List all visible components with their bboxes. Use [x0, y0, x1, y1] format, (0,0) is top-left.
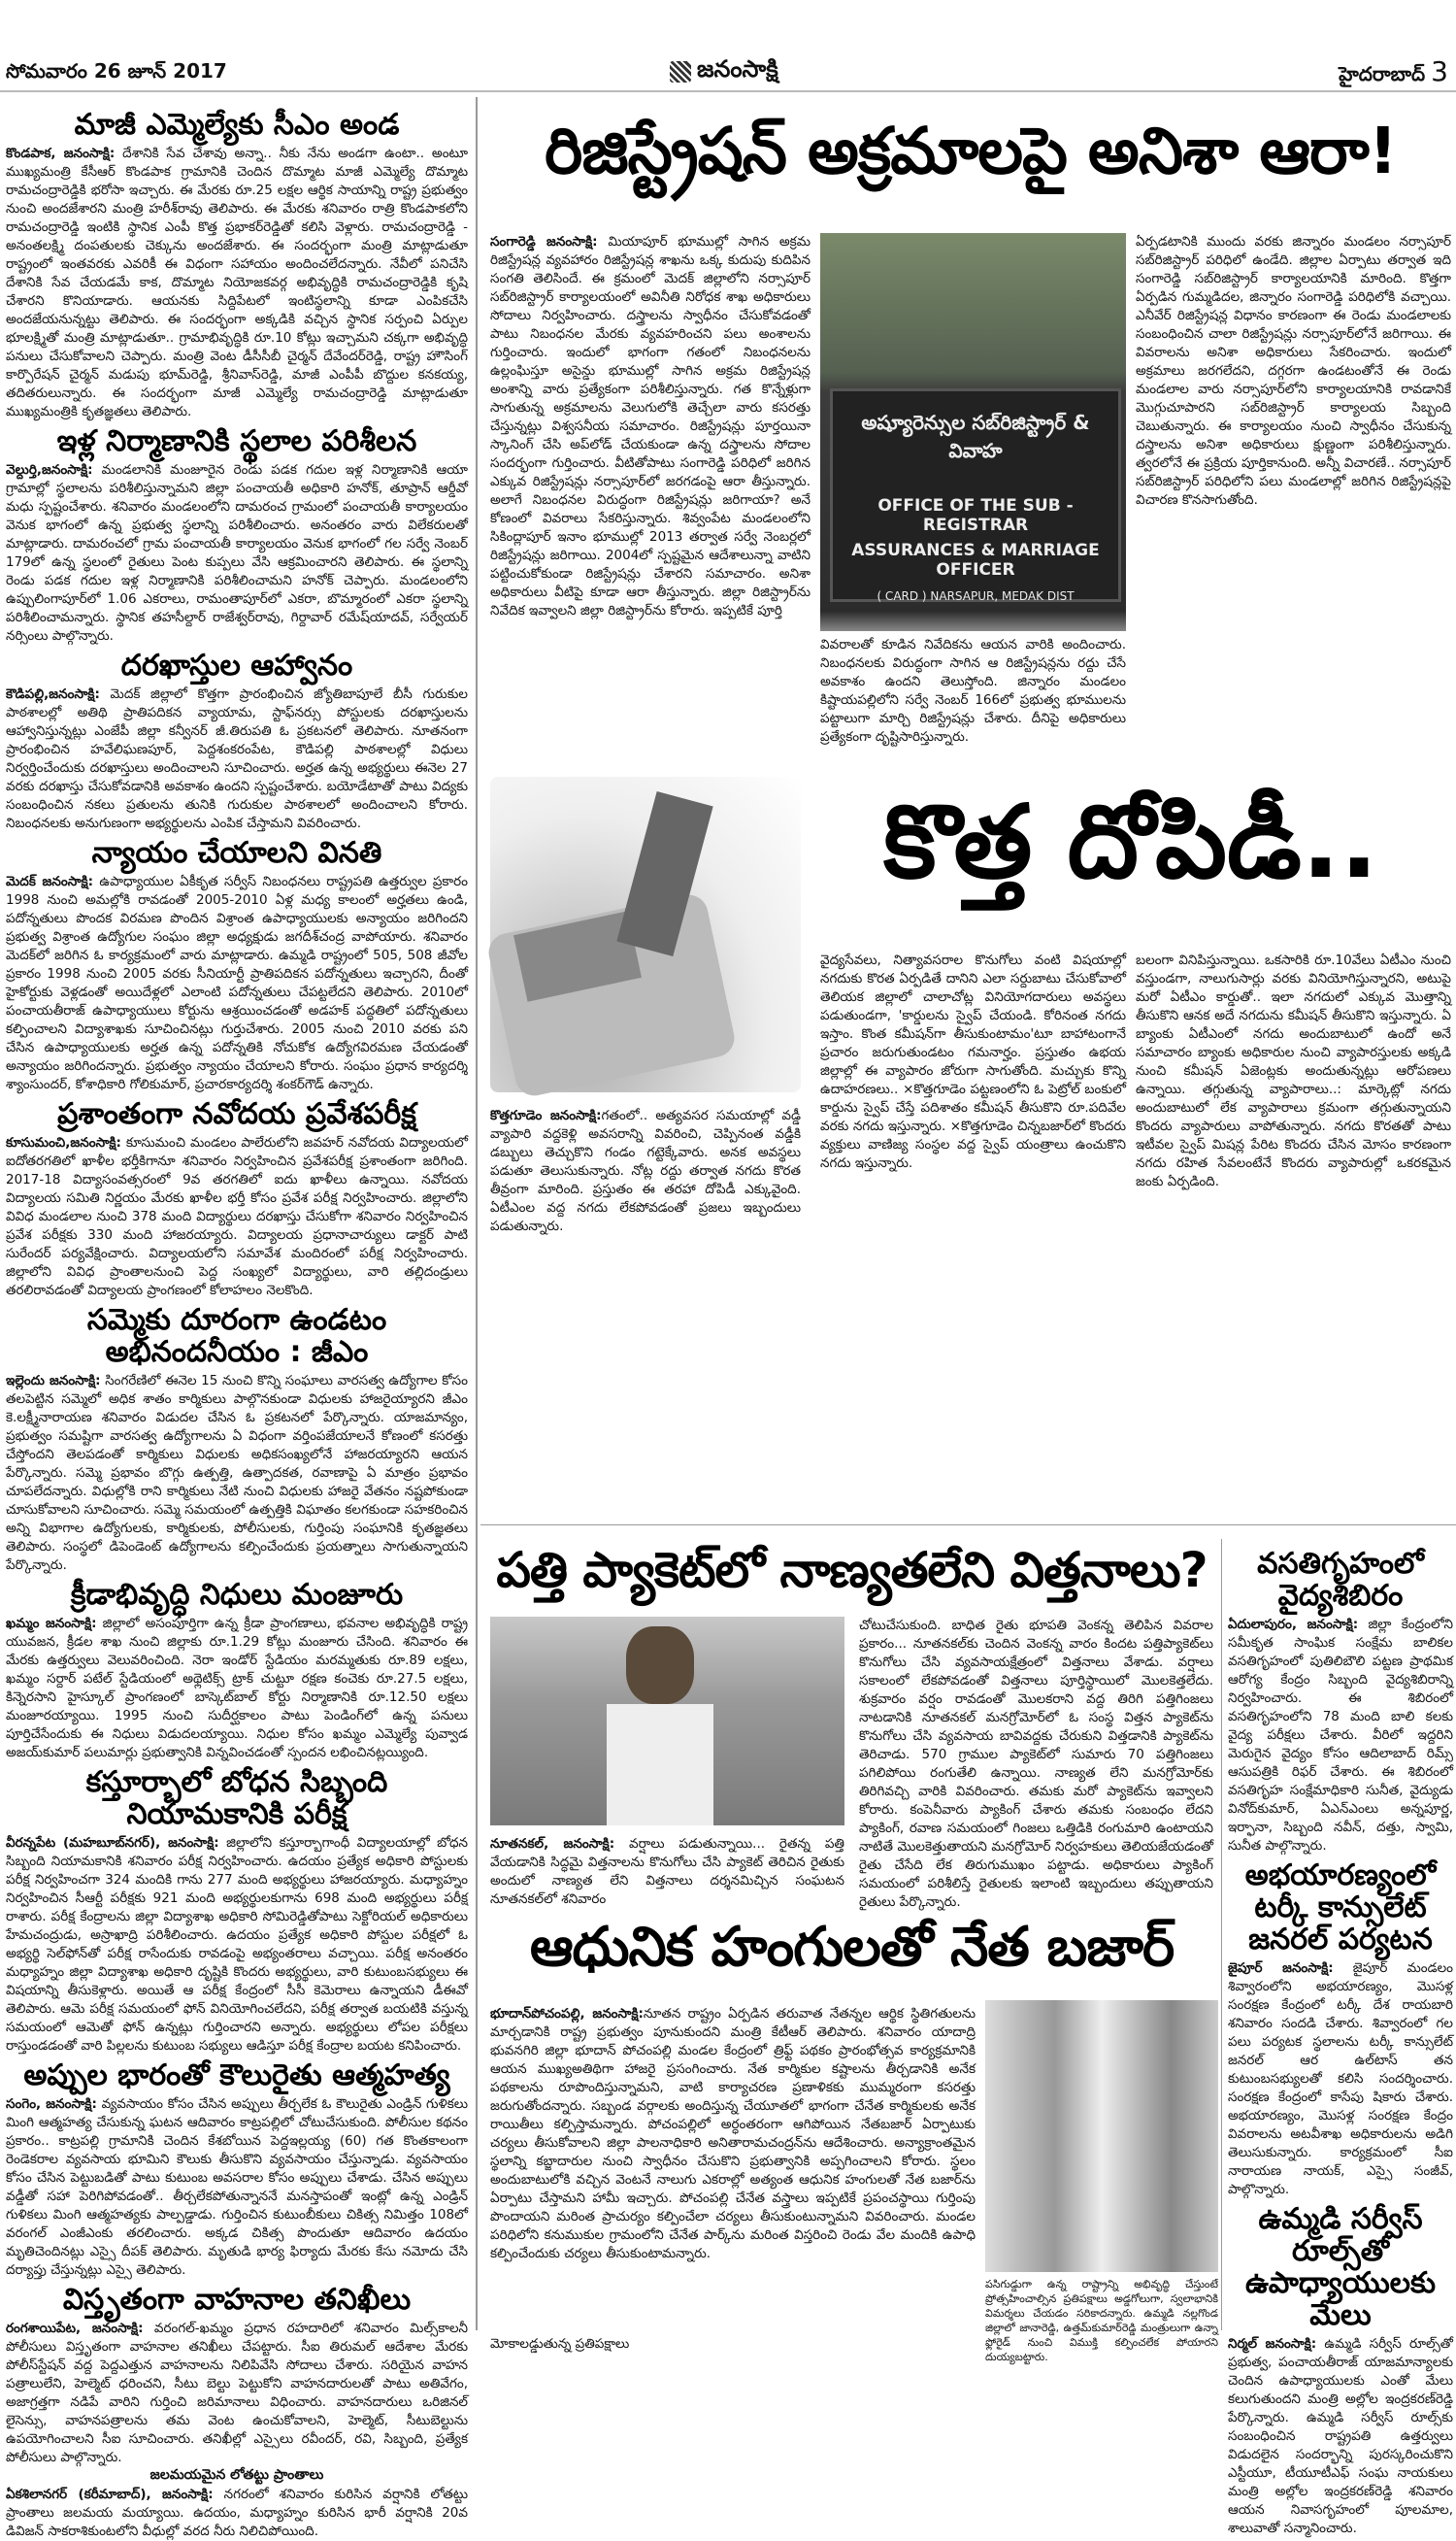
dateline: రంగశాయిపేట, జనంసాక్షి:: [6, 2321, 144, 2336]
dateline: కూసుమంచి,జనంసాక్షి:: [6, 1135, 121, 1151]
dateline: నిర్మల్ జనంసాక్షి:: [1228, 2336, 1317, 2352]
article-text: వర్షాలు పడుతున్నాయి... రైతన్న పత్తి వేయడానికి సిద్ధమై విత్తనాలను కొనుగోలు చేసి ప్యాకెట్ తెరిచిన రైతుకు అందులో నాణ్యత లేని విత్తనాలు దర్శనమిచ్చిన సంఘటన నూతనకల్‌లో శనివారం: [490, 1836, 844, 1907]
issue-date: సోమవారం 26 జూన్ 2017: [6, 59, 227, 83]
newspaper-logo: [670, 55, 778, 88]
dateline: సంగారెడ్డి జనంసాక్షి:: [490, 234, 598, 250]
card-swipe-machine-photo: [490, 777, 801, 1092]
bazaar-subhead: మోకాలడ్డుతున్న ప్రతిపక్షాలు: [490, 2336, 630, 2352]
article-text: నగరంలో శనివారం కురిసిన వర్షానికి లోతట్టు ప్రాంతాలు జలమయ మయ్యాయి. ఉదయం, మధ్యాహ్నం కురిసిన భారీ వర్షానికి 20వ డివిజన్ సాకరాశికుంటలోని వీధుల్లో వరద నీరు నిలిచిపోయింది.: [6, 2487, 469, 2539]
dopidi-col1: [490, 1107, 801, 1515]
article-text: మియాపూర్ భూముల్లో సాగిన అక్రమ రిజిస్ట్రేషన్ల వ్యవహారం రిజిస్ట్రేషన్ల శాఖను ఒక్క కుదుపు కుదిపిన సంగతి తెలిసిందే. ఈ క్రమంలో మెదక్ జిల్లాలోని నర్సాపూర్ సబ్‌రిజిస్ట్రార్ కార్యాలయంలో అవినీతి నిరోధక శాఖ అధికారులు సోదాలు నిర్వహించారు. దస్త్రాలను స్వాధీనం చేసుకోవడంతో పాటు నిబంధనల మేరకు వ్యవహరించని పలు అంశాలను గుర్తించారు. ఇందులో భాగంగా గతంలో నిబంధనలను ఉల్లంఘిస్తూ అసైన్డు భూముల్లో సాగిన అక్రమ రిజిస్ట్రేషన్ల అంశాన్ని వారు ప్రత్యేకంగా పరిశీలిస్తున్నారు. గత కొన్నేళ్లుగా సాగుతున్న అక్రమాలను వెలుగులోకి తెచ్చేలా వారు కసరత్తు చేస్తున్నట్లు విశ్వసనీయ సమాచారం. రిజిస్ట్రేషన్లు పూర్తయినా స్కానింగ్ చేసి అప్‌లోడ్ చేయకుండా ఉన్న దస్త్రాలను సోదాల సందర్భంగా గుర్తించారు. వీటితోపాటు సంగారెడ్డి పరిధిలో జరిగిన ఎక్కువ రిజిస్ట్రేషన్లు నర్సాపూర్‌లో జరగడంపై ఆరా తీస్తున్నారు. అలాగే నిబంధనల విరుద్ధంగా రిజిస్ట్రేషన్లు జరిగాయా? అనే కోణంలో వివరాలు సేకరిస్తున్నారు. శివ్వంపేట మండలంలోని సికింద్లాపూర్ ఇనాం భూముల్లో 2013 తర్వాత సర్వే నెంబర్లలో రిజిస్ట్రేషన్లు జరిగాయి. 2004లో స్పష్టమైన ఆదేశాలున్నా వాటిని పట్టించుకోకుండా రిజిస్ట్రేషన్లు చేశారని సమాచారం. అనిశా అధికారులు వీటిపై కూడా ఆరా తీస్తున్నారు. జిల్లా రిజిస్ట్రార్‌ను నివేదిక ఇవ్వాలని జిల్లా రిజిస్ట్రార్‌ను కోరారు. ఇప్పటికే పూర్తి: [490, 234, 811, 619]
article-text: జిల్లా కేంద్రంలోని సమీకృత సాంఘిక సంక్షేమ బాలికల వసతిగృహంలో పుతిలిబౌలి పట్టణ ప్రాథమిక ఆరోగ్య కేంద్రం సిబ్బంది వైద్యశిబిరాన్ని నిర్వహించారు. ఈ శిబిరంలో వసతిగృహంలోని 78 మంది బాలి కలకు వైద్య పరీక్షలు చేశారు. వీరిలో ఇద్దరిని మెరుగైన వైద్యం కోసం ఆదిలాబాద్ రిమ్స్ ఆసుపత్రికి రిఫర్ చేశారు. ఈ శిబిరంలో వసతిగృహ సంక్షేమాధికారి సునీత, వైద్యుడు వినోద్‌కుమార్, ఏఎన్‌ఎంలు అన్నపూర్ణ, ఇర్ఫానా, సిబ్బంది నవీన్, దత్తు, స్వామి, సునీత పాల్గొన్నారు.: [1228, 1617, 1453, 1854]
article-text: జిల్లాలోని కస్తూర్బాగాంధీ విద్యాలయాల్లో బోధన సిబ్బంది నియామకానికి శనివారం పరీక్ష నిర్వహించారు. ఉదయం ప్రత్యేక అధికారి పోస్టులకు పరీక్ష నిర్వహించగా 324 మందికి గాను 277 మంది అభ్యర్థులు హాజరయ్యారు. మధ్యాహ్నం నిర్వహించిన సీఆర్టీ పరీక్షకు 921 మంది అభ్యర్థులకుగాను 698 మంది అభ్యర్థులు పరీక్ష రాశారు. పరీక్ష కేంద్రాలను జిల్లా విద్యాశాఖ అధికారి సోమిరెడ్డితోపాటు సెక్టోరియల్ అధికారులు హేమచంద్రుడు, అస్రాఖాద్రి పరిశీలించారు. ఉదయం ప్రత్యేక అధికారి పోస్టుల పరీక్షలో ఓ అభ్యర్థి సెల్‌ఫోన్‌తో పరీక్ష రాసేందుకు రావడంపై అభ్యంతరాలు వచ్చాయి. పరీక్ష అనంతరం మధ్యాహ్నం జిల్లా విద్యాశాఖ అధికారి దృష్టికి కొందరు అభ్యర్థులు, వారి కుటుంబసభ్యులు ఈ విషయాన్ని తీసుకెళ్లారు. అయితే ఆ పరీక్ష కేంద్రంలో సీసీ కెమెరాలు ఉన్నాయని డీఈవో తెలిపారు. ఆమె పరీక్ష సమయంలో ఫోన్ వినియోగించలేదని, పరీక్ష తర్వాత బయటికి వస్తున్న సమయంలో ఆమెతో ఫోన్ ఉన్నట్లు గుర్తించారని అన్నారు. అభ్యర్థులు లోపల పరీక్షలు రాస్తుండడంతో వారి పిల్లలను కుటుంబ సభ్యులు ఆడిస్తూ పరీక్ష కేంద్రాల బయట కనిపించారు.: [6, 1835, 468, 2054]
news-article: [6, 1579, 468, 1762]
masthead: [0, 53, 1456, 92]
article-body: [6, 2486, 468, 2541]
news-article: [6, 1098, 468, 1300]
article-headline: వసతిగృహంలో వైద్యశిబిరం: [1257, 1547, 1424, 1613]
page-number: 3: [1431, 55, 1448, 87]
news-article: [6, 837, 468, 1094]
logo-text: జనంసాక్షి: [697, 55, 778, 83]
article-text: ఉమ్మడి సర్వీస్ రూల్స్‌తో ప్రభుత్వ, పంచాయతీరాజ్ యాజమాన్యాలకు చెందిన ఉపాధ్యాయులకు ఎంతో మేలు కలుగుతుందని మంత్రి అల్లోల ఇంద్రకరణ్‌రెడ్డి పేర్కొన్నారు. ఉమ్మడి సర్వీస్ రూల్స్‌కు సంబంధించిన రాష్ట్రపతి ఉత్తర్వులు విడుదలైన సందర్భాన్ని పురస్కరించుకొని ఎస్టీయూ, టీయూటీఎఫ్ సంఘ నాయకులు మంత్రి అల్లోల ఇంద్రకరణ్‌రెడ్డి శనివారం ఆయన నివాసగృహంలో పూలమాల, శాలువాతో సన్మానించారు.: [1228, 2336, 1453, 2536]
bazaar-photo-caption: పసిగుడ్డుగా ఉన్న రాష్ట్రాన్ని అభివృద్ధి చేస్తుంటే ప్రోత్సహించాల్సిన ప్రతిపక్షాలు అడ్డగోలుగా, స్వలాభానికి విమర్శలు చేయడం సరికాదన్నారు. ఉమ్మడి నల్లగొండ జిల్లాలో జానారెడ్డి, ఉత్తమ్‌కుమార్‌రెడ్డి మంత్రులుగా ఉన్నా ఫ్లోరైడ్ నుంచి విముక్తి కల్పించలేక పోయారని దుయ్యబట్టారు.: [985, 2278, 1218, 2363]
article-text: ఉపాధ్యాయుల ఏకీకృత సర్వీస్ నిబంధనలు రాష్ట్రపతి ఉత్తర్వుల ప్రకారం 1998 నుంచి అమల్లోకి రావడంతో 2005-2010 ఏళ్ల మధ్య కాలంలో అర్హతలు ఉండి, పదోన్నతులు పొందక విరమణ పొందిన విశ్రాంత ఉపాధ్యాయులకు అన్యాయం జరిగిందని ప్రభుత్వ విశ్రాంత ఉద్యోగుల సంఘం జిల్లా అధ్యక్షుడు జగదీశ్‌చంద్ర వాపోయారు. శనివారం మెదక్‌లో జరిగిన ఓ కార్యక్రమంలో వారు మాట్లాడారు. ఉమ్మడి రాష్ట్రంలో 505, 508 జీవోల ప్రకారం 1998 నుంచి 2005 వరకు సీనియార్టీ ప్రాతిపదికన పదోన్నతులు ఇచ్చారని, దీంతో హైకోర్టుకు వెళ్లడంతో అయిదేళ్లలో ఎలాంటి పదోన్నతులు చేపట్టలేదని తెలిపారు. 2010లో పంచాయతీరాజ్ ఉపాధ్యాయులు కోర్టును ఆశ్రయించడంతో అడహక్ పద్ధతిలో పదోన్నతులు కల్పించాలని విద్యాశాఖకు సూచించినట్లు గుర్తుచేశారు. 2005 నుంచి 2010 వరకు పని చేసిన ఉపాధ్యాయులకు అర్హత ఉన్న పదోన్నతికి నోచుకోక ఉద్యోగవిరమణ చేయడంతో అన్యాయం జరిగిందన్నారు. ప్రభుత్వం న్యాయం చేయాలని కోరారు. సంఘం ప్రధాన కార్యదర్శి శ్యాంసుందర్, కోశాధికారి గోలికుమార్, ప్రచారకార్యదర్శి శంకర్‌గౌడ్ ఉన్నారు.: [6, 874, 468, 1092]
news-article: [1228, 2203, 1453, 2538]
article-body: [6, 145, 468, 421]
logo-mark-icon: [670, 61, 691, 83]
article-headline: ఇళ్ల నిర్మాణానికి స్థలాల పరిశీలన: [56, 424, 417, 458]
patti-headline: పత్తి ప్యాకెట్‌లో నాణ్యతలేని విత్తనాలు?: [496, 1542, 1208, 1598]
article-headline: కస్తూర్బాలో బోధన సిబ్బంది నియామకానికి పరీక్ష: [85, 1765, 388, 1831]
sub-registrar-office-photo: [820, 233, 1126, 631]
registration-headline: రిజిస్ట్రేషన్ అక్రమాలపై అనిశా ఆరా!: [545, 114, 1397, 188]
article-headline: అప్పుల భారంతో కౌలురైతు ఆత్మహత్య: [23, 2058, 450, 2092]
article-body: [6, 1834, 468, 2056]
article-headline: క్రీడాభివృద్ధి నిధులు మంజూరు: [70, 1578, 404, 1612]
dopidi-col2: వైద్యసేవలు, నిత్యావసరాల కొనుగోలు వంటి విషయాల్లో నగదుకు కొరత ఏర్పడితే దానిని ఎలా సర్దుబాటు చేసుకోవాలో తెలియక జిల్లాలో చాలాచోట్ల వినియోగదారులు అవస్థలు పడుతుండగా, 'కార్డులను స్వైప్ చేయండి. కోరినంత నగదు ఇస్తాం. కొంత కమీషన్‌గా తీసుకుంటామం'టూ బాహాటంగానే ప్రచారం జరుగుతుండటం గమనార్హం. ప్రస్తుతం ఉభయ జిల్లాల్లో ఈ వ్యాపారం జోరుగా సాగుతోంది. మచ్చుకు కొన్ని ఉదాహరణలు.. ×కొత్తగూడెం పట్టణంలోని ఓ పెట్రోల్ బంకులో కార్డును స్వైప్ చేస్తే పదిశాతం కమీషన్ తీసుకొని రూ.పదివేల వరకు నగదు ఇస్తున్నారు. ×కొత్తగూడెం చిన్నబజార్‌లో కొందరు వ్యక్తులు వాణిజ్య సంస్థల వద్ద స్వైప్ యంత్రాలు ఉంచుకొని నగదు ఇస్తున్నారు.: [820, 953, 1126, 1171]
article-text: మెదక్ జిల్లాలో కొత్తగా ప్రారంభించిన జ్యోతిబాపూలే బీసీ గురుకుల పాఠశాలల్లో అతిథి ప్రాతిపదికన వ్యాయామ, స్టాఫ్‌నర్సు పోస్టులకు దరఖాస్తులను ఆహ్వానిస్తున్నట్లు ఎంజేపీ జిల్లా కన్వీనర్ జీ.తిరుపతి ఓ ప్రకటనలో తెలిపారు. నూతనంగా ప్రారంభించిన హవేలిఘణపూర్, పెద్దశంకరంపేట, కౌడిపల్లి పాఠశాలల్లో విధులు నిర్వర్తించేందుకు దరఖాస్తులు అందించాలని సూచించారు. అర్హత ఉన్న అభ్యర్థులు ఈనెల 27 వరకు దరఖాస్తు చేసుకోవడానికి అవకాశం ఉందని స్పష్టంచేశారు. బయోడేటాతో పాటు విద్యకు సంబంధించిన నకలు ప్రతులను తునికి గురుకుల పాఠశాలలో అందించాలని కోరారు. నిబంధనలకు అనుగుణంగా అభ్యర్థులను ఎంపిక చేస్తామని వివరించారు.: [6, 686, 468, 831]
dateline: సంగెం, జనంసాక్షి:: [6, 2096, 97, 2112]
registration-col2: వివరాలతో కూడిన నివేదికను ఆయన వారికి అందించారు. నిబంధనలకు విరుద్ధంగా సాగిన ఆ రిజిస్ట్రేషన్లను రద్దు చేసే అవకాశం ఉందని తెలుస్తోంది. జిన్నారం మండలం కిష్టాయపల్లిలోని సర్వే నెంబర్ 166లో ప్రభుత్వ భూములను పట్టాలుగా మార్చి రిజిస్ట్రేషన్లు చేశారు. దీనిపై అధికారులు ప్రత్యేకంగా దృష్టిసారిస్తున్నారు.: [820, 637, 1126, 745]
dateline: మెదక్ జనంసాక్షి:: [6, 874, 94, 889]
column-divider: [476, 97, 478, 2330]
news-article: [6, 425, 468, 646]
article-body: [6, 461, 468, 646]
article-headline: దరఖాస్తుల ఆహ్వానం: [120, 649, 353, 683]
article-body: [6, 1372, 468, 1575]
news-article: [1228, 1859, 1453, 2199]
dateline: ఖమ్మం జనంసాక్షి:: [6, 1616, 97, 1631]
news-article: [6, 1304, 468, 1575]
article-text: సింగరేణిలో ఈనెల 15 నుంచి కొన్ని సంఘాలు వారసత్వ ఉద్యోగాల కోసం తలపెట్టిన సమ్మెలో అధిక శాతం కార్మికులు పాల్గొనకుండా విధులకు హాజరైయ్యారని జీఎం కె.లక్ష్మీనారాయణ శనివారం విడుదల చేసిన ఓ ప్రకటనలో పేర్కొన్నారు. యాజమాన్యం, ప్రభుత్వం సమష్టిగా వారసత్వ ఉద్యోగాలను ఏ విధంగా వర్తింపజేయాలనే కోణంలో కసరత్తు చేస్తోందని తెలపడంతో కార్మికులు విధులకు అధికసంఖ్యలోనే హాజరయ్యారని ఆయన పేర్కొన్నారు. సమ్మె ప్రభావం బొగ్గు ఉత్పత్తి, ఉత్పాదకత, రవాణాపై ఏ మాత్రం ప్రభావం చూపలేదన్నారు. విధుల్లోకి రాని కార్మికులు నేటి నుంచి విధులకు హాజరై వేతనం నష్టపోకుండా చూసుకోవాలని సూచించారు. సమ్మె సమయంలో ఉత్పత్తికి విఘాతం కలగకుండా సహకరించిన అన్ని విభాగాల ఉద్యోగులకు, కార్మికులకు, పోలీసులకు, గుర్తింపు సంఘానికి కృతజ్ఞతలు తెలిపారు. సంస్థలో డిపెండెంట్ ఉద్యోగాలను కల్పించేందుకు ప్రయత్నాలు సాగుతున్నాయని పేర్కొన్నారు.: [6, 1373, 468, 1573]
article-subhead: జలమయమైన లోతట్టు ప్రాంతాలు: [149, 2467, 324, 2483]
dateline: భూదాన్‌పోచంపల్లి, జనంసాక్షి:: [490, 2006, 644, 2022]
registration-col1: [490, 233, 811, 738]
article-text: దేశానికి సేవ చేశావు అన్నా.. నీకు నేను అండగా ఉంటా.. అంటూ ముఖ్యమంత్రి కేసీఆర్ కొండపాక గ్రామానికి చెందిన దొమ్మాట మాజీ ఎమ్మెల్యే దొమ్మాట రామచంద్రారెడ్డికి భరోసా ఇచ్చారు. ఈ మేరకు రూ.25 లక్షల ఆర్థిక సాయాన్ని రాష్ట్ర ప్రభుత్వం నుంచి అందజేశారని మంత్రి హరీశ్‌రావు తెలిపారు. ఈ మేరకు శనివారం రాత్రి కొండపాకలోని రామచంద్రారెడ్డి ఇంటికి స్థానిక ఎంపీ కొత్త ప్రభాకర్‌రెడ్డితో కలిసి వెళ్లారు. రామచంద్రారెడ్డి - అనంతలక్ష్మి దంపతులకు చెక్కును అందజేశారు. ఈ సందర్భంగా మంత్రి మాట్లాడుతూ రాష్ట్రంలో ఇంతవరకు ఎవరికీ ఈ విధంగా సహాయం అందించలేదన్నారు. నేవీలో పనిచేసి దేశానికి సేవ చేయడమే కాక, దొమ్మాట నియోజకవర్గ అభివృద్ధికి రామచంద్రారెడ్డికి కృషి చేశారని కొనియాడారు. ఆయనకు సిద్దిపేటలో ఇంటిస్థలాన్ని కూడా ఎంపికచేసి అందజేయనున్నట్టు తెలిపారు. ఈ సందర్భంగా అక్కడికి వచ్చిన స్థానిక సర్పంచి ఏర్పుల భూలక్ష్మితో మంత్రి మాట్లాడుతూ.. గ్రామాభివృద్ధికి రూ.10 కోట్లు ఇచ్చామని చక్కగా అభివృద్ధి పనులు చేసుకోవాలని చెప్పారు. మంత్రి వెంట డీసీసీబీ చైర్మన్ దేవేందర్‌రెడ్డి, రాష్ట్ర హౌసింగ్ కార్పొరేషన్ చైర్మన్ మడుపు భూమ్‌రెడ్డి, శ్రీనివాస్‌రెడ్డి, మాజీ ఎంపీపీ బొద్దుల కనకయ్య, తదితరులున్నారు. ఈ సందర్భంగా మాజీ ఎమ్మెల్యే రామచంద్రారెడ్డి మాట్లాడుతూ ముఖ్యమంత్రికి కృతజ్ఞతలు తెలిపారు.: [6, 146, 468, 419]
news-article: [6, 2059, 468, 2280]
section-divider: [480, 1524, 1456, 1525]
article-body: [6, 1615, 468, 1762]
news-article: [6, 1766, 468, 2056]
dateline: ఇల్లెందు జనంసాక్షి:: [6, 1373, 101, 1388]
dateline: వీరన్నపేట (మహబూబ్‌నగర్), జనంసాక్షి:: [6, 1835, 219, 1851]
article-text: జిల్లాలో అసంపూర్తిగా ఉన్న క్రీడా ప్రాంగణాలు, భవనాల అభివృద్ధికి రాష్ట్ర యువజన, క్రీడల శాఖ నుంచి జిల్లాకు రూ.1.29 కోట్లు మంజూరు చేసింది. శనివారం ఈ మేరకు ఉత్తర్వులు వెలువరించింది. నెరా ఇండోర్ స్టేడియం మరమ్మతుకు రూ.89 లక్షలు, ఖమ్మం సర్దార్ పటేల్ స్టేడియంలో అథ్లెటిక్స్ ట్రాక్ చుట్టూ రక్షణ కంచెకు రూ.27.5 లక్షలు, కిన్నెరసాని హైస్కూల్ ప్రాంగణంలో బాస్కెట్‌బాల్ కోర్టు నిర్మాణానికి రూ.12.50 లక్షలు మంజూరయ్యాయి. 1995 నుంచి సుదీర్ఘకాలం పాటు పెండింగ్‌లో ఉన్న పనులు పూర్తిచేసేందుకు ఈ నిధులు విడుదలయ్యాయి. నిధుల కోసం ఖమ్మం ఎమ్మెల్యే పువ్వాడ అజయ్‌కుమార్ పలుమార్లు ప్రభుత్వానికి విన్నవించడంతో స్పందన లభించినట్లయ్యింది.: [6, 1616, 469, 1760]
article-text: వ్యవసాయం కోసం చేసిన అప్పులు తీర్చలేక ఓ కౌలురైతు ఎండ్రిన్ గుళికలు మింగి ఆత్మహత్య చేసుకున్న ఘటన ఆదివారం కాట్రపల్లిలో చోటుచేసుకుంది. పోలీసుల కథనం ప్రకారం.. కాట్రపల్లి గ్రామానికి చెందిన కేశబోయిన పెద్దఇల్లయ్య (60) గత కొంతకాలంగా రెండెకరాల వ్యవసాయ భూమిని కౌలుకు తీసుకొని వ్యవసాయం చేస్తున్నాడు. వ్యవసాయం కోసం చేసిన పెట్టుబడితో పాటు కుటుంబ అవసరాల కోసం అప్పులు చేశాడు. చేసిన అప్పులు వడ్డీతో సహా పెరిగిపోవడంతో.. తీర్చలేకపోతున్నాననే మనస్తాపంతో ఇంట్లో ఉన్న ఎండ్రిన్ గుళికలు మింగి ఆత్మహత్యకు పాల్పడ్డాడు. గుర్తించిన కుటుంబీకులు చికిత్స నిమిత్తం 108లో వరంగల్ ఎంజీఎంకు తరలించారు. అక్కడ చికిత్స పొందుతూ ఆదివారం ఉదయం మృతిచెందినట్లు ఎస్సై దీపక్ తెలిపారు. మృతుడి భార్య ఫిర్యాదు మేరకు కేసు నమోదు చేసి దర్యాప్తు చేస్తున్నట్లు ఎస్సై తెలిపారు.: [6, 2096, 469, 2278]
article-body: [6, 2095, 468, 2280]
article-headline: విస్తృతంగా వాహనాల తనిఖీలు: [62, 2283, 412, 2317]
dateline: నూతనకల్, జనంసాక్షి:: [490, 1836, 615, 1852]
dateline: ఏకశిలానగర్ (కరీమాబాద్), జనంసాక్షి:: [6, 2487, 214, 2502]
article-text: నూతన రాష్ట్రం ఏర్పడిన తరువాత నేతన్నల ఆర్థిక స్థితిగతులను మార్చడానికి రాష్ట్ర ప్రభుత్వం పూనుకుందని మంత్రి కేటీఆర్ తెలిపారు. శనివారం యాదాద్రి భువనగిరి జిల్లా భూదాన్ పోచంపల్లి మండల కేంద్రంలో త్రిఫ్ట్ పథకం ప్రారంభోత్సవ కార్యక్రమానికి ఆయన ముఖ్యఅతిథిగా హాజరై ప్రసంగించారు. నేత కార్మికుల కష్టాలను తీర్చడానికి అనేక పథకాలను రూపొందిస్తున్నామని, వాటి కార్యాచరణ ప్రణాళికకు ముమ్మరంగా కసరత్తు జరుగుతోందన్నారు. సబ్బండ వర్గాలకు అందిస్తున్న చేయూతలో భాగంగా చేనేత కార్మికులకు అనేక రాయితీలు కల్పిస్తామన్నారు. పోచంపల్లిలో అర్ధంతరంగా ఆగిపోయిన నేతబజార్ ఏర్పాటుకు చర్యలు తీసుకోవాలని జిల్లా పాలనాధికారి అనితారామచంద్రన్‌ను ఆదేశించారు. అన్యాక్రాంతమైన స్థలాన్ని కబ్జాదారుల నుంచి స్వాధీనం చేసుకొని ప్రభుత్వానికి అప్పగించాలని కోరారు. స్థలం అందుబాటులోకి వచ్చిన వెంటనే నాలుగు ఎకరాల్లో అత్యంత ఆధునిక హంగులతో నేత బజార్‌ను ఏర్పాటు చేస్తామని హామీ ఇచ్చారు. పోచంపల్లి చేనేత వస్త్రాలు ఇప్పటికే ప్రపంచస్థాయి గుర్తింపు పొందాయని మరింత ప్రాచుర్యం కల్పించేలా చర్యలు తీసుకుంటున్నామని వివరించారు. మండల పరిధిలోని కనుముకుల గ్రామంలోని చేనేత పార్క్‌ను మరింత విస్తరించి రెండు వేల మందికి ఉపాధి కల్పించేందుకు చర్యలు తీసుకుంటామన్నారు.: [490, 2006, 976, 2261]
dateline: ఏదులాపురం, జనంసాక్షి:: [1228, 1617, 1359, 1632]
article-headline: సమ్మెకు దూరంగా ఉండటం అభినందనీయం : జీఎం: [86, 1303, 387, 1369]
article-text: గతంలో.. అత్యవసర సమయాల్లో వడ్డీ వ్యాపారి వద్దకెళ్లి అవసరాన్ని వివరించి, చెప్పినంత వడ్డీకి డబ్బులు తెచ్చుకొని గండం గట్టెక్కేవారు. అనక అవస్థలు పడుతూ తెలుసుకున్నారు. నోట్ల రద్దు తర్వాత నగదు కొరత తీవ్రంగా మారింది. ప్రస్తుతం ఈ తరహా దోపిడీ ఎక్కువైంది. ఏటీఎంల వద్ద నగదు లేకపోవడంతో ప్రజలు ఇబ్బందులు పడుతున్నారు.: [490, 1108, 801, 1234]
article-headline: అభయారణ్యంలో టర్కీ కాన్సులేట్ జనరల్ పర్యటన: [1244, 1858, 1437, 1956]
article-body: [1228, 1616, 1453, 1856]
news-article: [6, 650, 468, 833]
dateline: జైపూర్ జనంసాక్షి:: [1228, 1960, 1334, 1976]
article-body: [1228, 2335, 1453, 2538]
bazaar-headline: ఆధునిక హంగులతో నేత బజార్: [529, 1916, 1175, 1979]
dopidi-col3: బలంగా వినిపిస్తున్నాయి. ఒకసారికి రూ.10వేలు ఏటీఎం నుంచి వస్తుండగా, నాలుగుసార్లు వరకు వినియోగిస్తున్నారని, అటుపై మరో ఏటీఎం కార్డుతో.. ఇలా నగదులో ఎక్కువ మొత్తాన్ని తీసుకొని ఆనక అదే నగదును కమీషన్ తీసుకొని ఇస్తున్నారు. ఏ బ్యాంకు ఏటీఎంలో నగదు అందుబాటులో ఉందో అనే సమాచారం బ్యాంకు అధికారుల నుంచి వ్యాపారస్తులకు అక్కడి నుంచి కమీషన్ ఏజెంట్లకు అందుతున్నట్లు ఆరోపణలు ఉన్నాయి. తగ్గుతున్న వ్యాపారాలు..: మార్కెట్లో నగదు అందుబాటులో లేక వ్యాపారాలు క్రమంగా తగ్గుతున్నాయని కొందరు వ్యాపారులు వాపోతున్నారు. నగదు కొరతతో పాటు ఇటీవల స్వైప్ మిషన్ల పేరిట కొందరు చేసిన మోసం కారణంగా నగదు రహిత సేవలంటేనే కొందరు వ్యాపారుల్లో ఒకరకమైన జంకు ఏర్పడింది.: [1136, 953, 1451, 1189]
farmer-with-seed-packet-photo: [490, 1617, 844, 1825]
news-article: [6, 2284, 468, 2541]
dateline: కొండపాక, జనంసాక్షి:: [6, 146, 116, 161]
left-column: [6, 105, 469, 2539]
article-body: [6, 2320, 468, 2467]
article-headline: ఉమ్మడి సర్వీస్ రూల్స్‌తో ఉపాధ్యాయులకు మేలు: [1244, 2202, 1437, 2332]
column-divider: [1221, 1539, 1222, 2330]
article-text: జైపూర్ మండలం శివ్వారంలోని అభయారణ్యం, మొసళ్ల సంరక్షణ కేంద్రంలో టర్కీ దేశ రాయబారి శనివారం సందడి చేశారు. శివ్వారంలో గల పలు పర్యటక స్థలాలను టర్కీ కాన్సులేట్ జనరల్ ఆర ఉల్‌టాస్ తన కుటుంబసభ్యులతో కలిసి సందర్శించారు. సంరక్షణ కేంద్రంలో కాసేపు షికారు చేశారు. అభయారణ్యం, మొసళ్ల సంరక్షణ కేంద్రం వివరాలను అటవీశాఖ అధికారులను అడిగి తెలుసుకున్నారు. కార్యక్రమంలో సీఐ నారాయణ నాయక్, ఎస్సై సంజీవ్, పాల్గొన్నారు.: [1228, 1960, 1453, 2197]
article-headline: మాజీ ఎమ్మెల్యేకు సీఎం అండ: [74, 108, 400, 142]
article-body: [6, 1134, 468, 1300]
dateline: వెల్దుర్తి,జనంసాక్షి:: [6, 462, 93, 478]
sign-telugu: అష్యూరెన్సుల సబ్‌రిజిస్ట్రార్ & వివాహ: [861, 411, 1090, 462]
sign-line-office: OFFICE OF THE SUB - REGISTRAR: [877, 496, 1074, 535]
article-body: [6, 685, 468, 833]
article-text: వరంగల్-ఖమ్మం ప్రధాన రహదారిలో శనివారం మిల్స్‌కాలనీ పోలీసులు విస్తృతంగా వాహనాల తనిఖీలు చేపట్టారు. సీఐ తిరుమల్ ఆదేశాల మేరకు పోలీస్‌స్టేషన్ వద్ద పెద్దఎత్తున వాహనాలను నిలిపివేసి సోదాలు చేశారు. సరియైన వాహన పత్రాలులేని, హెల్మెట్ ధరించని, సీటు బెల్టు పెట్టుకోని వాహనదారులతో పాటు అతివేగం, అజాగ్రత్తగా నడిపే వారిని గుర్తించి జరిమానాలు విధించారు. వాహనదారులు ఒరిజినల్ లైసెన్సు, వాహనపత్రాలను తమ వెంట ఉంచుకోవాలని, హెల్మెట్, సీటుబెల్టును ఉపయోగించాలని సీఐ సూచించారు. తనిఖీల్లో ఎస్సైలు రవీందర్, రవి, సిబ్బంది, ప్రత్యేక పోలీసులు పాల్గొన్నారు.: [6, 2321, 468, 2465]
article-text: కూసుమంచి మండలం పాలేరులోని జవహర్ నవోదయ విద్యాలయలో ఐదోతరగతిలో ఖాళీల భర్తీకిగానూ శనివారం నిర్వహించిన ప్రవేశపరీక్ష ప్రశాంతంగా జరిగింది. 2017-18 విద్యాసంవత్సరంలో 9వ తరగతిలో ఐదు ఖాళీలు ఉన్నాయి. నవోదయ విద్యాలయ సమితి నిర్ణయం మేరకు ఖాళీల భర్తీ కోసం ప్రవేశ పరీక్ష నిర్వహించారు. జిల్లాలోని వివిధ మండలాల నుంచి 378 మంది విద్యార్థులు దరఖాస్తు చేసుకోగా శనివారం నిర్వహించిన ప్రవేశ పరీక్షకు 330 మంది హాజరయ్యారు. విద్యాలయ ప్రధానాచార్యులు డాక్టర్ పాటి సురేందర్ పర్యవేక్షించారు. విద్యాలయలోని సమావేశ మందిరంలో పరీక్ష నిర్వహించారు. జిల్లాలోని వివిధ ప్రాంతాలనుంచి పెద్ద సంఖ్యలో విద్యార్థులు, వారి తల్లిదండ్రులు తరలిరావడంతో విద్యాలయ ప్రాంగణంలో కోలాహలం నెలకొంది.: [6, 1135, 468, 1298]
article-headline: ప్రశాంతంగా నవోదయ ప్రవేశపరీక్ష: [57, 1097, 416, 1131]
dateline: కౌడిపల్లి,జనంసాక్షి:: [6, 686, 100, 702]
patti-col1: [490, 1835, 844, 1907]
right-column: [1228, 1544, 1453, 2536]
news-article: [1228, 1548, 1453, 1856]
article-body: [1228, 1959, 1453, 2199]
registration-col3: ఏర్పడటానికి ముందు వరకు జిన్నారం మండలం నర్సాపూర్ సబ్‌రిజిస్ట్రార్ పరిధిలో ఉండేది. జిల్లాల ఏర్పాటు తర్వాత ఇది సంగారెడ్డి సబ్‌రిజిస్ట్రార్ కార్యాలయానికి మారింది. కొత్తగా ఏర్పడిన గుమ్మడిదల, జిన్నారం సంగారెడ్డి పరిధిలోకి వచ్చాయి. ఎనీవేర్ రిజిస్ట్రేషన్ల విధానం కారణంగా ఈ రెండు మండలాలకు సంబంధించిన చాలా రిజిస్ట్రేషన్లు నర్సాపూర్‌లోనే జరిగాయి. ఈ వివరాలను అనిశా అధికారులు సేకరించారు. ఇందులో అక్రమాలు జరగలేదని, దగ్గరగా ఉండటంతోనే ఈ రెండు మండలాల వారు నర్సాపూర్‌లోని కార్యాలయానికి రావడానికే మొగ్గుచూపారని సబ్‌రిజిస్ట్రార్ కార్యాలయ సిబ్బంది చెబుతున్నారు. ఈ కార్యాలయం నుంచి స్వాధీనం చేసుకున్న దస్త్రాలను అనిశా అధికారులు క్షుణ్ణంగా పరిశీలిస్తున్నారు. త్వరలోనే ఈ ప్రక్రియ పూర్తికానుంది. అన్నీ విచారణే.. నర్సాపూర్ సబ్‌రిజిస్ట్రార్ పరిధిలోని పలు మండలాల్లో జరిగిన రిజిస్ట్రేషన్లపై విచారణ కొనసాగుతోంది.: [1136, 234, 1451, 508]
dateline: కొత్తగూడెం జనంసాక్షి:: [490, 1108, 602, 1123]
dopidi-headline: కొత్త దోపిడీ..: [883, 783, 1378, 901]
sign-line-card: ( CARD ) NARSAPUR, MEDAK DIST: [877, 589, 1075, 603]
sign-line-assurances: ASSURANCES & MARRIAGE OFFICER: [851, 541, 1100, 580]
article-text: మండలానికి మంజూరైన రెండు పడక గదుల ఇళ్ల నిర్మాణానికి ఆయా గ్రామాల్లో స్థలాలను పరిశీలిస్తున్నామని జిల్లా పంచాయతీ అధికారి హనోక్, తూప్రాన్ ఆర్డీవో మధు స్పష్టంచేశారు. శనివారం మండలంలోని దామరంచ గ్రామంలో పంచాయతీ కార్యాలయం వెనుక భాగంలో ఉన్న ప్రభుత్వ స్థలాన్ని పరిశీలించారు. అనంతరం వారు విలేకరులతో మాట్లాడారు. దామరంచలో గ్రామ పంచాయతీ కార్యాలయం వెనుక భాగంలో గల సర్వే నెంబర్ 179లో ఉన్న స్థలంలో రైతులు పెంట కుప్పలు వేసి ఆక్రమించారని తెలిపారు. ఈ స్థలాన్ని రెండు పడక గదుల ఇళ్ల నిర్మాణానికి పరిశీలించామని హనోక్ చెప్పారు. మండలంలోని ఉప్పులింగాపూర్‌లో 1.06 ఎకరాలు, రామంతాపూర్‌లో ఎకరా, బొమ్మారంలో ఎకరా స్థలాన్ని పరిశీలించామన్నారు. స్థానిక తహసీల్దార్ రాజేశ్వర్‌రావు, గిర్దావార్ రమేష్‌యాదవ్, సర్వేయర్ నర్సింలు పాల్గొన్నారు.: [6, 462, 468, 644]
edition-city: [1339, 55, 1448, 90]
city-name: హైదరాబాద్: [1339, 62, 1426, 85]
article-body: [6, 873, 468, 1094]
ktr-lamp-lighting-photo: [985, 2000, 1218, 2272]
article-headline: న్యాయం చేయాలని వినతి: [91, 836, 382, 870]
bazaar-body: [490, 2005, 976, 2335]
patti-col2: చోటుచేసుకుంది. బాధిత రైతు భూపతి వెంకన్న తెలిపిన వివరాల ప్రకారం... నూతనకల్‌కు చెందిన వెంకన్న వారం కిందట పత్తిప్యాకెట్‌లు కొనుగోలు చేసి వ్యవసాయక్షేత్రంలో విత్తనాలు వేశాడు. వర్షాలు సకాలంలో లేకపోవడంతో విత్తనాలు పూర్తిస్థాయిలో మొలకెత్తలేదు. శుక్రవారం వర్షం రావడంతో మొలకరాని వద్ద తిరిగి పత్తిగింజలు నాటడానికి నూతనకల్ మనగ్రోమోర్‌లో ఓ సంస్థ విత్తన ప్యాకెట్‌ను కొనుగోలు చేసి వ్యవసాయ బావివద్దకు చేరుకుని విత్తడానికి ప్యాకెట్‌ను తెరిచాడు. 570 గ్రాముల ప్యాకెట్‌లో సుమారు 70 పత్తిగింజలు పగిలిపోయి రంగుతేలి ఉన్నాయి. నాణ్యత లేని మనగ్రోమోర్‌కు తిరిగివచ్చి వారికి వివరించారు. తమకు మరో ప్యాకెట్‌ను ఇవ్వాలని కోరారు. కంపెనీవారు ప్యాకింగ్ చేశారు తమకు సంబంధం లేదని ప్యాకింగ్, రవాణ సమయంలో గింజలు ఒత్తిడికి రంగుమారి ఉంటాయని నాటితే మొలకెత్తుతాయని మనగ్రోమోర్ నిర్వహకులు తెలియజేయడంతో రైతు చేసేది లేక తిరుగుముఖం పట్టాడు. అధికారులు ప్యాకింగ్ సమయంలో పరిశీలిస్తే రైతులకు ఇలాంటి ఇబ్బందులు తప్పుతాయని రైతులు పేర్కొన్నారు.: [859, 1618, 1213, 1910]
news-article: [6, 109, 468, 421]
